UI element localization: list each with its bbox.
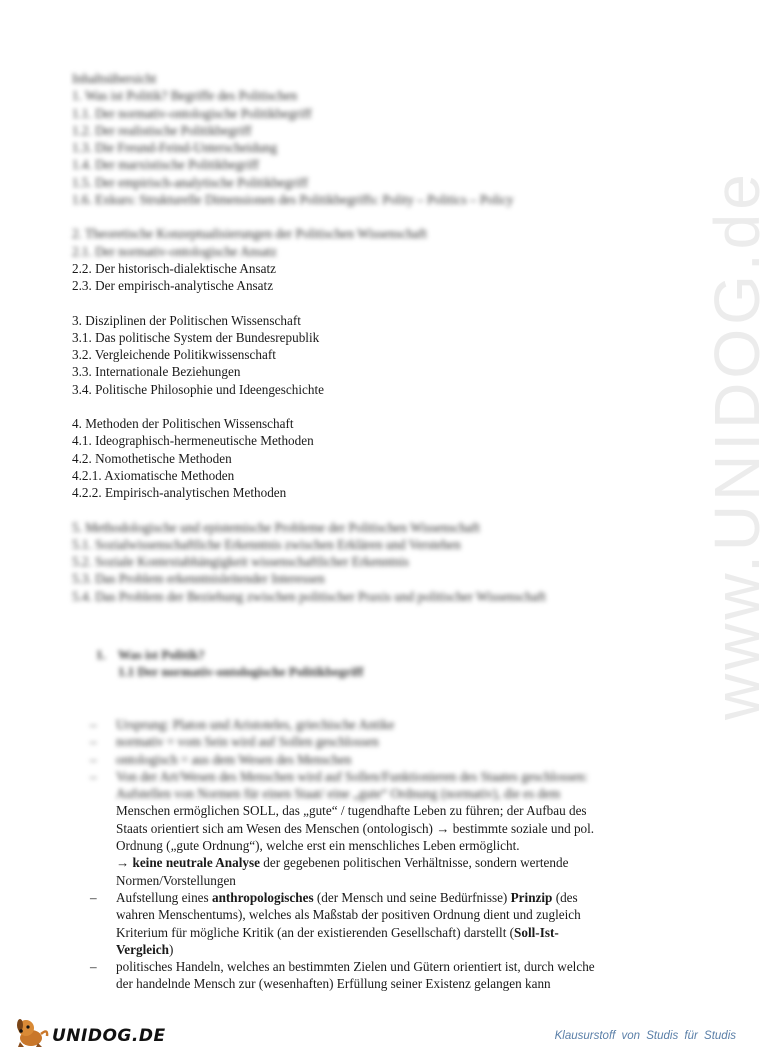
dog-mascot-icon: [14, 1016, 50, 1048]
toc-line: 2.3. Der empirisch-analytische Ansatz: [72, 278, 274, 294]
toc-line: 1.1. Der normativ-ontologische Politikbegriff: [72, 105, 312, 121]
list-item-continuation: [90, 802, 670, 888]
toc-line: 4.2.2. Empirisch-analytischen Methoden: [72, 485, 287, 501]
list-item: – Ursprung: Platon und Aristoteles, griechische Antike: [90, 717, 395, 732]
bold-text: keine neutrale Analyse: [132, 855, 260, 871]
toc-line: 1.4. Der marxistische Politikbegriff: [72, 157, 259, 173]
watermark: www.UNIDOG.de: [701, 170, 773, 720]
toc-line: 3. Disziplinen der Politischen Wissenschaft: [72, 312, 301, 328]
toc-line: 1.2. Der realistische Politikbegriff: [72, 122, 252, 138]
section-number: 1.: [96, 647, 106, 662]
brand-name: UNIDOG.DE: [52, 1026, 166, 1046]
toc-line: 5.3. Das Problem erkenntnisleitender Interessen: [72, 571, 325, 587]
toc-blurred-section-1: [72, 70, 672, 208]
dash-bullet: –: [90, 889, 97, 905]
list-item: – Aufstellung eines anthropologisches (der Mensch und seine Bedürfnisse) Prinzip (des wahren Menschentums), welches als Maßstab der positiven Ordnung dient und zugleich Kriterium für mögliche Kritik (an der existierenden Gesellschaft) darstellt (Soll-Ist- Vergleich): [90, 889, 581, 957]
toc-line: 5.1. Sozialwissenschaftliche Erkenntnis zwischen Erklären und Verstehen: [72, 536, 461, 552]
dash-bullet: –: [90, 959, 97, 975]
toc-line: 3.3. Internationale Beziehungen: [72, 364, 241, 380]
paragraph-line: Ordnung („gute Ordnung“), welche erst ein menschliches Leben ermöglicht.: [116, 838, 520, 854]
paragraph-line: Menschen ermöglichen SOLL, das „gute“ / tugendhafte Leben zu führen; der Aufbau des: [116, 803, 587, 819]
list-item: – ontologisch = aus dem Wesen des Menschen: [90, 751, 352, 767]
toc-line: 1.6. Exkurs: Strukturelle Dimensionen des Politikbegriffs: Polity – Politics – Policy: [72, 192, 514, 208]
paragraph-line: Staats orientiert sich am Wesen des Menschen (ontologisch) → bestimmte soziale und pol.: [116, 820, 595, 836]
toc-line: 1. Was ist Politik? Begriffe des Politischen: [72, 88, 298, 104]
toc-line: 5.2. Soziale Kontextabhängigkeit wissenschaftlicher Erkenntnis: [72, 554, 409, 570]
section-heading: [96, 646, 363, 680]
bullet-list: [90, 716, 670, 993]
toc-line: 2.1. Der normativ-ontologische Ansatz: [72, 243, 277, 259]
list-item-continuation: Aufstellen von Normen für einen Staat/ eine „gute“ Ordnung (normativ), die es dem: [116, 786, 561, 802]
list-item: – Von der Art/Wesen des Menschen wird auf Sollen/Funktionieren des Staates geschlossen:: [90, 768, 588, 784]
subsection-title: 1.1 Der normativ-ontologische Politikbegriff: [118, 664, 364, 679]
toc-blurred-section-2: [72, 225, 672, 260]
toc-line: 4.1. Ideographisch-hermeneutische Methoden: [72, 433, 314, 449]
toc-line: 3.4. Politische Philosophie und Ideengeschichte: [72, 381, 324, 397]
toc-line: 4.2. Nomothetische Methoden: [72, 450, 232, 466]
paragraph-line: → keine neutrale Analyse der gegebenen politischen Verhältnisse, sondern wertende: [116, 855, 569, 871]
toc-line: 5. Methodologische und epistemische Probleme der Politischen Wissenschaft: [72, 519, 480, 535]
blurred-bullets: [90, 716, 670, 802]
toc-title: Inhaltsübersicht: [72, 71, 157, 86]
toc-line: 1.3. Die Freund-Feind-Unterscheidung: [72, 140, 278, 156]
paragraph-line: Normen/Vorstellungen: [116, 872, 236, 888]
toc-line: 5.4. Das Problem der Beziehung zwischen politischer Praxis und politischer Wissenschaft: [72, 588, 546, 604]
toc-line: 2. Theoretische Konzeptualisierungen der Politischen Wissenschaft: [72, 226, 427, 242]
toc-line: 1.5. Der empirisch-analytische Politikbegriff: [72, 174, 308, 190]
toc-blurred-section-5: [72, 519, 672, 605]
arrow-glyph: →: [116, 855, 130, 871]
footer-tagline: Klausurstoff von Studis für Studis: [554, 1030, 736, 1042]
toc-line: 2.2. Der historisch-dialektische Ansatz: [72, 260, 276, 276]
toc-line: 3.2. Vergleichende Politikwissenschaft: [72, 347, 276, 363]
list-item: – politisches Handeln, welches an bestimmten Zielen und Gütern orientiert ist, durch welche der handelnde Mensch zur (wesenhaften) Erfüllung seiner Existenz gelangen kann: [90, 959, 595, 992]
toc-line: 4. Methoden der Politischen Wissenschaft: [72, 416, 294, 432]
table-of-contents: [72, 70, 672, 605]
section-title: Was ist Politik?: [118, 647, 205, 662]
list-item: – normativ = vom Sein wird auf Sollen geschlossen: [90, 734, 379, 750]
toc-line: 3.1. Das politische System der Bundesrepublik: [72, 329, 320, 345]
toc-line: 4.2.1. Axiomatische Methoden: [72, 467, 235, 483]
